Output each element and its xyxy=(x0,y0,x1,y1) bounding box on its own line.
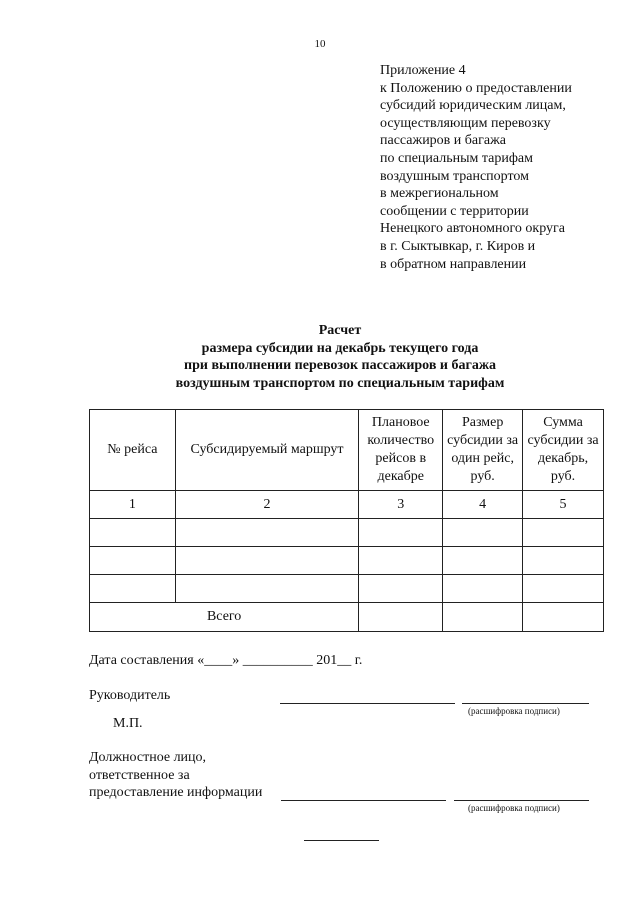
table-cell xyxy=(443,603,523,632)
head-signature-line xyxy=(280,703,455,704)
document-title xyxy=(0,322,640,392)
footer-divider xyxy=(304,840,379,841)
table-cell xyxy=(175,575,359,603)
table-cell xyxy=(359,575,443,603)
table-cell xyxy=(523,603,604,632)
header-cell: № рейса xyxy=(90,410,176,491)
column-number-row xyxy=(90,491,604,519)
appendix-line: сообщении с территории xyxy=(380,203,529,219)
table-row xyxy=(90,519,604,547)
title-line: воздушным транспортом по специальным тарифам xyxy=(175,375,505,391)
table-header-row xyxy=(90,410,604,491)
appendix-line: Приложение 4 xyxy=(380,63,466,78)
seal-label: М.П. xyxy=(113,716,143,731)
table-cell xyxy=(523,575,604,603)
appendix-line: к Положению о предоставлении xyxy=(380,80,572,96)
total-label: Всего xyxy=(90,603,359,632)
table-cell xyxy=(90,547,176,575)
official-line: предоставление информации xyxy=(89,785,263,800)
column-number-cell: 4 xyxy=(443,491,523,519)
appendix-line: в г. Сыктывкар, г. Киров и xyxy=(380,238,536,254)
table-cell xyxy=(359,547,443,575)
header-cell: Сумма субсидии за декабрь, руб. xyxy=(523,410,604,491)
table-row xyxy=(90,575,604,603)
appendix-line: воздушным транспортом xyxy=(380,168,529,184)
table-cell xyxy=(443,547,523,575)
column-number-cell: 3 xyxy=(359,491,443,519)
head-decode-line xyxy=(462,703,589,704)
column-number-cell: 2 xyxy=(175,491,359,519)
appendix-line: по специальным тарифам xyxy=(380,150,534,166)
table-cell xyxy=(90,519,176,547)
table-cell xyxy=(175,547,359,575)
official-label xyxy=(89,749,262,802)
title-line: при выполнении перевозок пассажиров и багажа xyxy=(184,358,496,373)
table-row xyxy=(90,547,604,575)
head-decode-hint: (расшифровка подписи) xyxy=(468,706,560,716)
table-cell xyxy=(523,547,604,575)
appendix-line: пассажиров и багажа xyxy=(380,133,506,149)
total-row xyxy=(90,603,604,632)
table-cell xyxy=(175,519,359,547)
head-label: Руководитель xyxy=(89,688,171,703)
appendix-line: в межрегиональном xyxy=(380,186,499,202)
header-cell: Плановое количество рейсов в декабре xyxy=(359,410,443,491)
table-cell xyxy=(90,575,176,603)
official-decode-line xyxy=(454,800,589,801)
column-number-cell: 1 xyxy=(90,491,176,519)
official-signature-line xyxy=(281,800,446,801)
appendix-line: Ненецкого автономного округа xyxy=(380,221,565,237)
table-cell xyxy=(443,519,523,547)
appendix-line: в обратном направлении xyxy=(380,256,527,272)
official-decode-hint: (расшифровка подписи) xyxy=(468,803,560,813)
table-cell xyxy=(443,575,523,603)
official-line: Должностное лицо, xyxy=(89,750,207,765)
appendix-note xyxy=(380,62,572,273)
table-cell xyxy=(359,603,443,632)
header-cell: Субсидируемый маршрут xyxy=(175,410,359,491)
header-cell: Размер субсидии за один рейс, руб. xyxy=(443,410,523,491)
official-line: ответственное за xyxy=(89,767,190,783)
page-number: 10 xyxy=(314,38,326,50)
table-cell xyxy=(359,519,443,547)
subsidy-table xyxy=(89,409,604,632)
appendix-line: осуществляющим перевозку xyxy=(380,115,551,131)
column-number-cell: 5 xyxy=(523,491,604,519)
table-cell xyxy=(523,519,604,547)
date-line: Дата составления «____» __________ 201__ г. xyxy=(89,653,363,668)
title-line: размера субсидии на декабрь текущего года xyxy=(201,340,479,356)
appendix-line: субсидий юридическим лицам, xyxy=(380,98,566,114)
title-line: Расчет xyxy=(318,323,362,338)
